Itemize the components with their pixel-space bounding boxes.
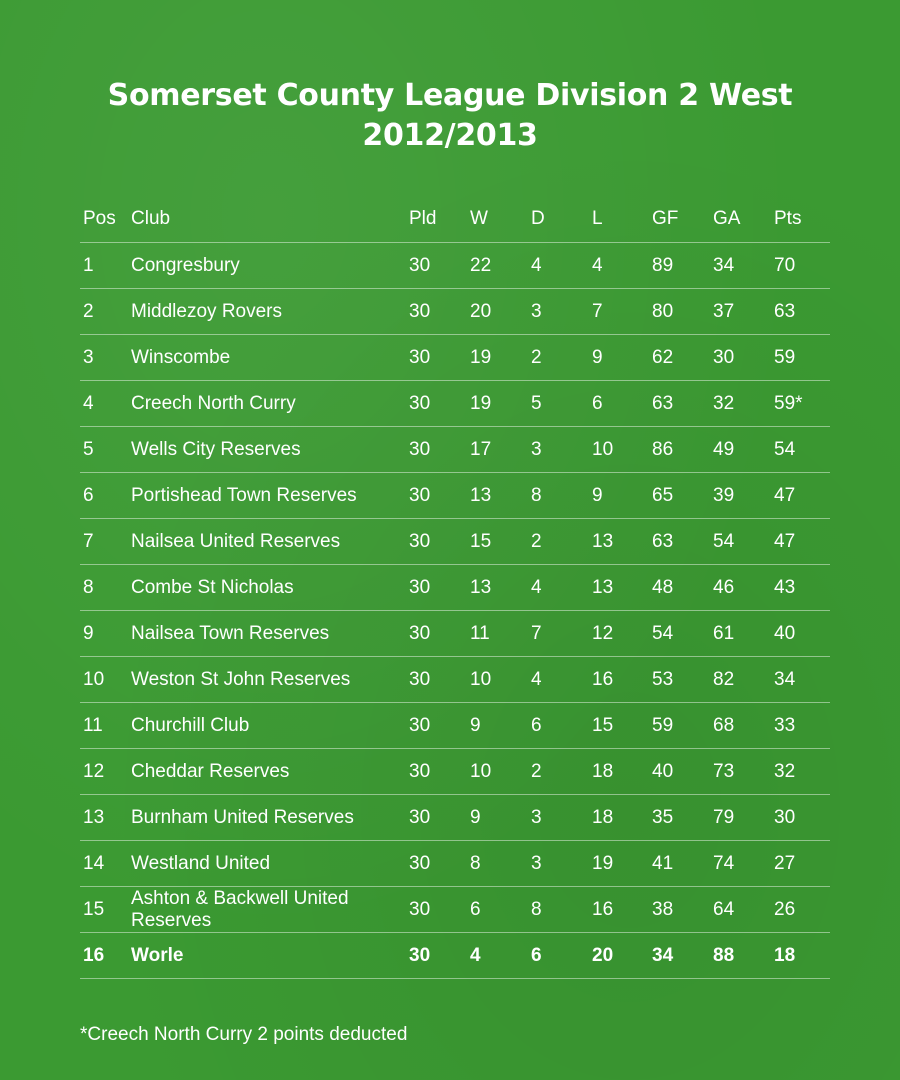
table-row <box>80 749 830 795</box>
cell-club: Westland United <box>131 852 271 874</box>
cell-d: 8 <box>531 898 542 920</box>
cell-l: 9 <box>592 484 603 506</box>
cell-pld: 30 <box>409 484 431 506</box>
cell-pts: 54 <box>774 438 796 460</box>
header-pos: Pos <box>83 208 116 229</box>
cell-l: 9 <box>592 346 603 368</box>
cell-pld: 30 <box>409 300 431 322</box>
cell-pos: 1 <box>83 254 94 276</box>
title-line-league: Somerset County League Division 2 West <box>107 78 793 113</box>
cell-pld: 30 <box>409 530 431 552</box>
page-title <box>0 76 900 156</box>
cell-pos: 15 <box>83 898 105 920</box>
header-d: D <box>531 208 545 229</box>
cell-l: 10 <box>592 438 614 460</box>
cell-ga: 46 <box>713 576 735 598</box>
cell-ga: 73 <box>713 760 735 782</box>
cell-club: Nailsea United Reserves <box>131 530 341 552</box>
cell-club: Nailsea Town Reserves <box>131 622 330 644</box>
cell-d: 5 <box>531 392 542 414</box>
cell-gf: 65 <box>652 484 674 506</box>
table-row <box>80 841 830 887</box>
cell-gf: 63 <box>652 530 674 552</box>
header-club: Club <box>131 208 171 229</box>
footnote: *Creech North Curry 2 points deducted <box>80 1024 408 1045</box>
cell-l: 16 <box>592 898 614 920</box>
cell-pld: 30 <box>409 668 431 690</box>
title-line-season: 2012/2013 <box>362 118 538 153</box>
cell-pos: 4 <box>83 392 94 414</box>
cell-ga: 79 <box>713 806 735 828</box>
cell-gf: 40 <box>652 760 674 782</box>
cell-club: Combe St Nicholas <box>131 576 294 598</box>
cell-l: 20 <box>592 944 614 966</box>
cell-d: 3 <box>531 438 542 460</box>
cell-d: 6 <box>531 944 542 966</box>
cell-club: Creech North Curry <box>131 392 296 414</box>
header-gf: GF <box>652 208 679 229</box>
cell-club: Churchill Club <box>131 714 250 736</box>
cell-w: 10 <box>470 668 492 690</box>
cell-pld: 30 <box>409 622 431 644</box>
table-row <box>80 473 830 519</box>
table-row <box>80 887 830 933</box>
cell-pts: 70 <box>774 254 796 276</box>
cell-pld: 30 <box>409 898 431 920</box>
header-pld: Pld <box>409 208 437 229</box>
cell-d: 4 <box>531 668 542 690</box>
cell-pld: 30 <box>409 392 431 414</box>
cell-pos: 5 <box>83 438 94 460</box>
cell-gf: 53 <box>652 668 674 690</box>
table-row <box>80 243 830 289</box>
cell-w: 6 <box>470 898 481 920</box>
cell-club: Wells City Reserves <box>131 438 301 460</box>
table-row <box>80 565 830 611</box>
header-l: L <box>592 208 603 229</box>
cell-w: 22 <box>470 254 492 276</box>
cell-gf: 54 <box>652 622 674 644</box>
cell-d: 7 <box>531 622 542 644</box>
cell-pts: 34 <box>774 668 796 690</box>
table-row <box>80 427 830 473</box>
cell-club: Congresbury <box>131 254 240 276</box>
cell-d: 6 <box>531 714 542 736</box>
cell-club: Winscombe <box>131 346 231 368</box>
cell-pts: 40 <box>774 622 796 644</box>
cell-gf: 89 <box>652 254 674 276</box>
cell-pos: 3 <box>83 346 94 368</box>
cell-ga: 82 <box>713 668 735 690</box>
cell-ga: 39 <box>713 484 735 506</box>
cell-ga: 88 <box>713 944 735 966</box>
cell-pos: 16 <box>83 944 105 966</box>
cell-l: 18 <box>592 806 614 828</box>
cell-club: Ashton & Backwell United Reserves <box>131 887 349 931</box>
cell-d: 2 <box>531 530 542 552</box>
cell-w: 9 <box>470 714 481 736</box>
cell-w: 9 <box>470 806 481 828</box>
cell-gf: 35 <box>652 806 674 828</box>
cell-pts: 43 <box>774 576 796 598</box>
table-row <box>80 703 830 749</box>
cell-ga: 32 <box>713 392 735 414</box>
table-row <box>80 795 830 841</box>
cell-pos: 14 <box>83 852 105 874</box>
cell-club: Middlezoy Rovers <box>131 300 282 322</box>
cell-d: 8 <box>531 484 542 506</box>
cell-l: 4 <box>592 254 603 276</box>
cell-d: 3 <box>531 300 542 322</box>
cell-d: 3 <box>531 852 542 874</box>
league-table <box>80 196 830 979</box>
cell-pts: 47 <box>774 530 796 552</box>
cell-w: 15 <box>470 530 492 552</box>
table-row <box>80 933 830 979</box>
cell-gf: 59 <box>652 714 674 736</box>
cell-l: 13 <box>592 530 614 552</box>
cell-pos: 9 <box>83 622 94 644</box>
cell-d: 2 <box>531 760 542 782</box>
cell-pld: 30 <box>409 760 431 782</box>
cell-club: Cheddar Reserves <box>131 760 290 782</box>
cell-w: 8 <box>470 852 481 874</box>
cell-pos: 2 <box>83 300 94 322</box>
cell-pts: 63 <box>774 300 796 322</box>
cell-l: 6 <box>592 392 603 414</box>
cell-gf: 41 <box>652 852 674 874</box>
cell-l: 12 <box>592 622 614 644</box>
cell-pts: 47 <box>774 484 796 506</box>
cell-d: 2 <box>531 346 542 368</box>
cell-pts: 33 <box>774 714 796 736</box>
cell-ga: 49 <box>713 438 735 460</box>
cell-ga: 30 <box>713 346 735 368</box>
cell-pld: 30 <box>409 852 431 874</box>
cell-l: 13 <box>592 576 614 598</box>
cell-pos: 12 <box>83 760 105 782</box>
cell-gf: 63 <box>652 392 674 414</box>
header-w: W <box>470 208 488 229</box>
cell-w: 17 <box>470 438 492 460</box>
cell-pts: 32 <box>774 760 796 782</box>
header-pts: Pts <box>774 208 802 229</box>
cell-pts: 59* <box>774 392 803 414</box>
cell-pld: 30 <box>409 576 431 598</box>
cell-pts: 59 <box>774 346 796 368</box>
cell-gf: 48 <box>652 576 674 598</box>
cell-pos: 13 <box>83 806 105 828</box>
cell-pos: 7 <box>83 530 94 552</box>
cell-pld: 30 <box>409 944 431 966</box>
cell-gf: 34 <box>652 944 674 966</box>
cell-l: 15 <box>592 714 614 736</box>
table-row <box>80 335 830 381</box>
cell-pts: 18 <box>774 944 796 966</box>
cell-club: Portishead Town Reserves <box>131 484 357 506</box>
cell-w: 11 <box>470 622 490 644</box>
cell-gf: 86 <box>652 438 674 460</box>
cell-ga: 54 <box>713 530 735 552</box>
cell-w: 4 <box>470 944 481 966</box>
cell-l: 16 <box>592 668 614 690</box>
cell-club: Burnham United Reserves <box>131 806 354 828</box>
header-ga: GA <box>713 208 741 229</box>
cell-pts: 30 <box>774 806 796 828</box>
cell-pld: 30 <box>409 806 431 828</box>
cell-gf: 38 <box>652 898 674 920</box>
cell-gf: 62 <box>652 346 674 368</box>
cell-pts: 27 <box>774 852 796 874</box>
cell-ga: 34 <box>713 254 735 276</box>
cell-ga: 74 <box>713 852 735 874</box>
cell-d: 4 <box>531 576 542 598</box>
cell-ga: 64 <box>713 898 735 920</box>
cell-l: 7 <box>592 300 603 322</box>
table-header-row <box>80 196 830 243</box>
cell-pos: 6 <box>83 484 94 506</box>
cell-pld: 30 <box>409 346 431 368</box>
cell-gf: 80 <box>652 300 674 322</box>
table-row <box>80 381 830 427</box>
cell-d: 3 <box>531 806 542 828</box>
cell-d: 4 <box>531 254 542 276</box>
cell-pos: 10 <box>83 668 105 690</box>
table-row <box>80 657 830 703</box>
cell-l: 19 <box>592 852 614 874</box>
cell-ga: 61 <box>713 622 735 644</box>
cell-w: 20 <box>470 300 492 322</box>
cell-pos: 11 <box>83 714 103 736</box>
table-row <box>80 519 830 565</box>
cell-pld: 30 <box>409 438 431 460</box>
cell-w: 13 <box>470 576 492 598</box>
cell-w: 19 <box>470 346 492 368</box>
cell-pld: 30 <box>409 714 431 736</box>
cell-w: 10 <box>470 760 492 782</box>
cell-w: 13 <box>470 484 492 506</box>
table-row <box>80 289 830 335</box>
cell-pld: 30 <box>409 254 431 276</box>
cell-pos: 8 <box>83 576 94 598</box>
cell-ga: 68 <box>713 714 735 736</box>
cell-club: Weston St John Reserves <box>131 668 351 690</box>
cell-ga: 37 <box>713 300 735 322</box>
cell-l: 18 <box>592 760 614 782</box>
table-body <box>80 243 830 979</box>
table-row <box>80 611 830 657</box>
cell-w: 19 <box>470 392 492 414</box>
cell-pts: 26 <box>774 898 796 920</box>
cell-club: Worle <box>131 944 184 966</box>
